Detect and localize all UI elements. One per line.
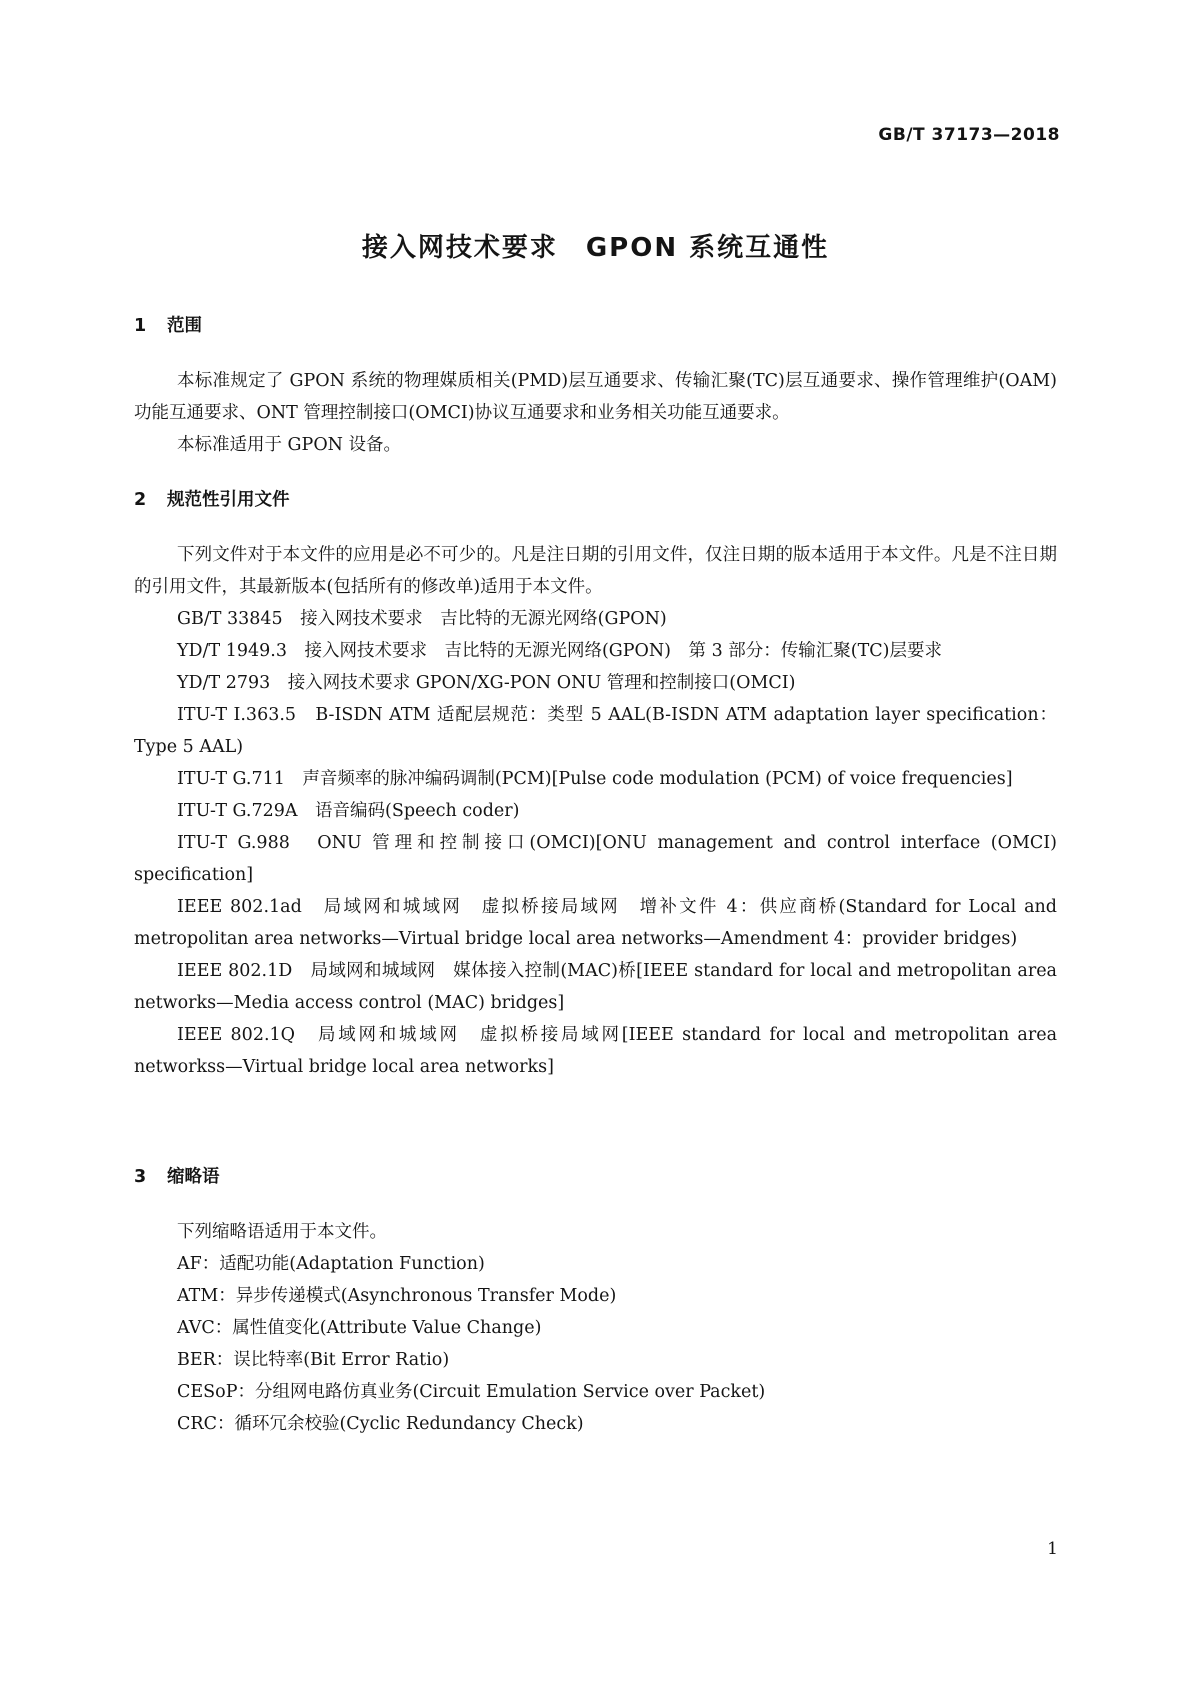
abbreviation-item: AF：适配功能(Adaptation Function) xyxy=(177,1254,485,1274)
section-title: 缩略语 xyxy=(167,1167,220,1187)
abbreviation-item: ATM：异步传递模式(Asynchronous Transfer Mode) xyxy=(177,1286,617,1306)
section-number: 2 xyxy=(134,490,147,510)
section-number: 1 xyxy=(134,316,147,336)
reference-item: IEEE 802.1D 局域网和城域网 媒体接入控制(MAC)桥[IEEE standard for local and metropolitan area networks—Media access control (MAC) bridges] xyxy=(134,961,1057,1013)
paragraph: 下列文件对于本文件的应用是必不可少的。凡是注日期的引用文件，仅注日期的版本适用于本文件。凡是不注日期的引用文件，其最新版本(包括所有的修改单)适用于本文件。 xyxy=(134,545,1057,597)
section-heading-normative-references xyxy=(134,486,290,511)
paragraph: 下列缩略语适用于本文件。 xyxy=(177,1222,387,1242)
abbreviation-item: CRC：循环冗余校验(Cyclic Redundancy Check) xyxy=(177,1414,584,1434)
reference-item: ITU-T I.363.5 B-ISDN ATM 适配层规范：类型 5 AAL(B-ISDN ATM adaptation layer specification：Type 5 AAL) xyxy=(134,705,1057,757)
section-title: 规范性引用文件 xyxy=(167,490,290,510)
section-title: 范围 xyxy=(167,316,202,336)
paragraph: 本标准适用于 GPON 设备。 xyxy=(177,435,402,455)
reference-item: YD/T 2793 接入网技术要求 GPON/XG-PON ONU 管理和控制接口(OMCI) xyxy=(177,673,796,693)
reference-item: ITU-T G.729A 语音编码(Speech coder) xyxy=(177,801,520,821)
reference-item: YD/T 1949.3 接入网技术要求 吉比特的无源光网络(GPON) 第 3 部分：传输汇聚(TC)层要求 xyxy=(177,641,942,661)
abbreviation-item: AVC：属性值变化(Attribute Value Change) xyxy=(177,1318,542,1338)
standard-number: GB/T 37173—2018 xyxy=(878,125,1060,145)
reference-item: IEEE 802.1Q 局域网和城域网 虚拟桥接局域网[IEEE standard for local and metropolitan area networkss—Virtual bridge local area networks] xyxy=(134,1025,1057,1077)
reference-item: ITU-T G.988 ONU 管理和控制接口(OMCI)[ONU management and control interface (OMCI) specification] xyxy=(134,833,1057,885)
section-heading-scope xyxy=(134,312,202,337)
reference-item: ITU-T G.711 声音频率的脉冲编码调制(PCM)[Pulse code modulation (PCM) of voice frequencies] xyxy=(177,769,1013,789)
abbreviation-item: CESoP：分组网电路仿真业务(Circuit Emulation Service over Packet) xyxy=(177,1382,766,1402)
reference-item: IEEE 802.1ad 局域网和城域网 虚拟桥接局域网 增补文件 4：供应商桥(Standard for Local and metropolitan area networks—Virtual bridge local area networks—Amendment 4：provider bridges) xyxy=(134,897,1057,949)
paragraph: 本标准规定了 GPON 系统的物理媒质相关(PMD)层互通要求、传输汇聚(TC)层互通要求、操作管理维护(OAM)功能互通要求、ONT 管理控制接口(OMCI)协议互通要求和业务相关功能互通要求。 xyxy=(134,371,1057,423)
section-body-abbreviations xyxy=(134,1216,1057,1440)
section-body-normative-references xyxy=(134,539,1057,1083)
page-number: 1 xyxy=(1047,1539,1058,1559)
section-body-scope xyxy=(134,365,1057,461)
section-number: 3 xyxy=(134,1167,147,1187)
document-title: 接入网技术要求 GPON 系统互通性 xyxy=(361,233,830,263)
section-heading-abbreviations xyxy=(134,1163,220,1188)
reference-item: GB/T 33845 接入网技术要求 吉比特的无源光网络(GPON) xyxy=(177,609,667,629)
abbreviation-item: BER：误比特率(Bit Error Ratio) xyxy=(177,1350,450,1370)
